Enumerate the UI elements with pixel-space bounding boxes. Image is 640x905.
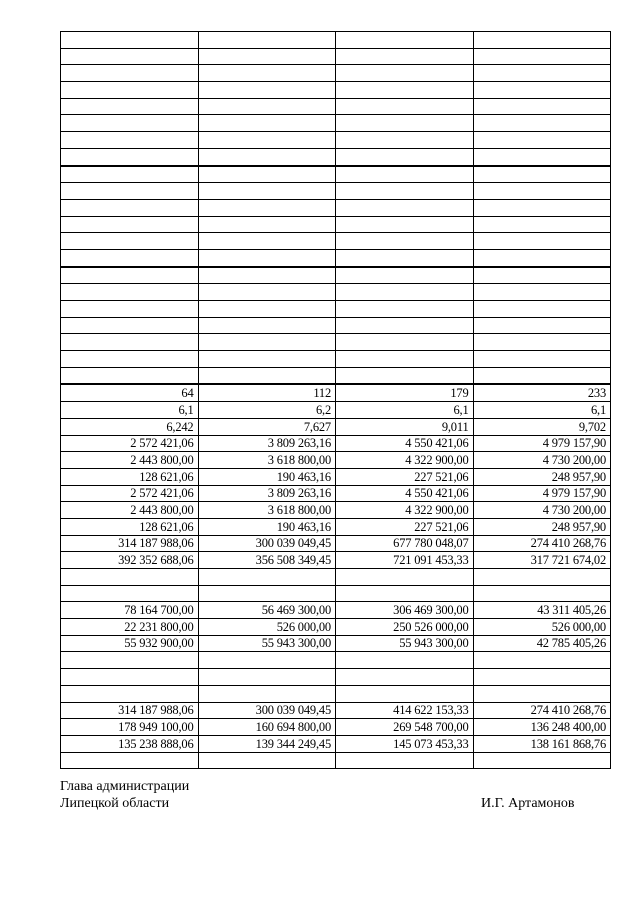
table-cell: 2 443 800,00 — [61, 452, 199, 469]
table-cell — [198, 669, 336, 686]
table-cell — [61, 148, 199, 165]
table-cell — [198, 233, 336, 250]
table-cell — [473, 569, 611, 586]
table-cell — [336, 115, 474, 132]
table-cell — [473, 284, 611, 301]
table-cell — [61, 334, 199, 351]
table-cell — [198, 166, 336, 183]
table-row — [61, 351, 611, 368]
position-line-1: Глава администрации — [60, 779, 190, 794]
table-cell — [61, 233, 199, 250]
table-row — [61, 635, 611, 652]
table-cell — [198, 334, 336, 351]
table-cell — [198, 65, 336, 82]
table-row — [61, 435, 611, 452]
table-cell: 306 469 300,00 — [336, 602, 474, 619]
table-cell — [473, 216, 611, 233]
table-cell — [61, 82, 199, 99]
table-cell — [61, 685, 199, 702]
table-cell: 160 694 800,00 — [198, 719, 336, 736]
table-cell — [473, 98, 611, 115]
table-cell: 248 957,90 — [473, 468, 611, 485]
table-cell — [61, 569, 199, 586]
table-row — [61, 367, 611, 384]
table-cell — [336, 367, 474, 384]
table-cell — [336, 132, 474, 149]
table-cell — [198, 351, 336, 368]
table-cell — [198, 132, 336, 149]
table-cell: 4 979 157,90 — [473, 485, 611, 502]
table-row — [61, 301, 611, 318]
table-cell: 55 932 900,00 — [61, 635, 199, 652]
table-cell — [198, 48, 336, 65]
table-cell — [336, 569, 474, 586]
table-cell — [473, 652, 611, 669]
table-cell: 3 618 800,00 — [198, 452, 336, 469]
table-cell — [61, 115, 199, 132]
table-cell — [61, 317, 199, 334]
table-cell — [61, 249, 199, 266]
table-cell — [336, 48, 474, 65]
table-row — [61, 183, 611, 200]
table-cell — [336, 334, 474, 351]
table-cell — [61, 301, 199, 318]
table-cell — [198, 752, 336, 769]
table-cell — [336, 148, 474, 165]
table-cell: 721 091 453,33 — [336, 552, 474, 569]
table-row — [61, 384, 611, 401]
table-cell — [473, 249, 611, 266]
table-cell — [61, 166, 199, 183]
table-cell — [336, 98, 474, 115]
table-cell: 42 785 405,26 — [473, 635, 611, 652]
table-cell — [61, 199, 199, 216]
table-cell: 9,702 — [473, 418, 611, 435]
table-cell — [336, 685, 474, 702]
table-cell: 2 572 421,06 — [61, 485, 199, 502]
table-cell — [473, 367, 611, 384]
table-cell — [336, 301, 474, 318]
table-cell: 233 — [473, 384, 611, 401]
table-row — [61, 518, 611, 535]
table-cell: 248 957,90 — [473, 518, 611, 535]
table-cell — [61, 669, 199, 686]
table-cell: 43 311 405,26 — [473, 602, 611, 619]
table-cell: 6,242 — [61, 418, 199, 435]
table-cell — [473, 267, 611, 284]
table-row — [61, 98, 611, 115]
table-cell — [473, 301, 611, 318]
table-cell: 2 443 800,00 — [61, 502, 199, 519]
table-cell — [61, 284, 199, 301]
table-cell — [473, 148, 611, 165]
table-cell: 300 039 049,45 — [198, 702, 336, 719]
data-table — [60, 31, 611, 769]
table-cell — [473, 32, 611, 49]
table-cell: 179 — [336, 384, 474, 401]
table-row — [61, 652, 611, 669]
table-cell — [336, 166, 474, 183]
table-cell: 22 231 800,00 — [61, 619, 199, 636]
table-cell — [473, 115, 611, 132]
table-cell: 274 410 268,76 — [473, 702, 611, 719]
table-cell — [336, 267, 474, 284]
table-cell: 55 943 300,00 — [336, 635, 474, 652]
table-cell — [473, 233, 611, 250]
table-cell: 6,2 — [198, 402, 336, 419]
table-cell — [61, 652, 199, 669]
table-cell — [198, 249, 336, 266]
table-cell — [336, 216, 474, 233]
table-row — [61, 48, 611, 65]
table-cell: 314 187 988,06 — [61, 702, 199, 719]
table-cell — [198, 82, 336, 99]
table-cell — [336, 249, 474, 266]
table-cell: 300 039 049,45 — [198, 535, 336, 552]
table-row — [61, 602, 611, 619]
table-cell: 4 550 421,06 — [336, 485, 474, 502]
table-cell: 190 463,16 — [198, 468, 336, 485]
table-cell — [198, 98, 336, 115]
table-cell: 4 730 200,00 — [473, 502, 611, 519]
table-cell — [336, 585, 474, 602]
table-cell: 128 621,06 — [61, 468, 199, 485]
table-row — [61, 166, 611, 183]
table-cell — [198, 183, 336, 200]
table-cell — [336, 652, 474, 669]
table-cell: 4 550 421,06 — [336, 435, 474, 452]
table-cell — [198, 199, 336, 216]
table-row — [61, 418, 611, 435]
table-cell — [336, 317, 474, 334]
signatory-position — [60, 778, 189, 812]
table-cell — [473, 199, 611, 216]
table-row — [61, 132, 611, 149]
table-cell — [61, 48, 199, 65]
table-cell — [198, 148, 336, 165]
table-cell: 3 809 263,16 — [198, 435, 336, 452]
table-cell — [336, 82, 474, 99]
table-cell — [61, 183, 199, 200]
table-cell: 526 000,00 — [198, 619, 336, 636]
table-cell: 269 548 700,00 — [336, 719, 474, 736]
table-cell — [336, 351, 474, 368]
table-cell: 227 521,06 — [336, 468, 474, 485]
table-row — [61, 216, 611, 233]
table-row — [61, 65, 611, 82]
table-cell — [198, 216, 336, 233]
table-row — [61, 735, 611, 752]
table-cell — [198, 115, 336, 132]
table-cell: 227 521,06 — [336, 518, 474, 535]
table-row — [61, 552, 611, 569]
table-cell — [61, 132, 199, 149]
table-cell: 55 943 300,00 — [198, 635, 336, 652]
table-row — [61, 702, 611, 719]
table-cell — [473, 334, 611, 351]
table-cell — [336, 65, 474, 82]
table-cell — [336, 183, 474, 200]
table-cell — [336, 284, 474, 301]
table-cell — [473, 132, 611, 149]
table-cell — [198, 284, 336, 301]
table-row — [61, 502, 611, 519]
table-cell — [61, 752, 199, 769]
table-row — [61, 148, 611, 165]
position-line-2: Липецкой области — [60, 796, 170, 811]
table-cell — [473, 351, 611, 368]
table-cell — [198, 32, 336, 49]
table-row — [61, 284, 611, 301]
table-cell — [61, 98, 199, 115]
table-row — [61, 468, 611, 485]
table-cell — [336, 233, 474, 250]
table-cell — [61, 267, 199, 284]
table-body — [61, 32, 611, 769]
table-cell — [61, 65, 199, 82]
table-cell — [198, 267, 336, 284]
table-cell: 136 248 400,00 — [473, 719, 611, 736]
table-row — [61, 82, 611, 99]
table-cell — [198, 569, 336, 586]
table-row — [61, 452, 611, 469]
table-cell — [473, 166, 611, 183]
table-cell: 64 — [61, 384, 199, 401]
table-cell — [336, 669, 474, 686]
table-cell — [473, 752, 611, 769]
table-row — [61, 535, 611, 552]
table-cell — [336, 32, 474, 49]
table-cell: 2 572 421,06 — [61, 435, 199, 452]
table-row — [61, 569, 611, 586]
table-cell — [473, 585, 611, 602]
table-row — [61, 752, 611, 769]
table-cell: 135 238 888,06 — [61, 735, 199, 752]
table-cell — [61, 351, 199, 368]
table-cell — [473, 82, 611, 99]
table-row — [61, 619, 611, 636]
table-cell: 56 469 300,00 — [198, 602, 336, 619]
table-cell — [336, 199, 474, 216]
table-cell: 392 352 688,06 — [61, 552, 199, 569]
table-cell: 4 730 200,00 — [473, 452, 611, 469]
table-row — [61, 115, 611, 132]
table-cell: 112 — [198, 384, 336, 401]
table-cell: 6,1 — [336, 402, 474, 419]
table-cell: 190 463,16 — [198, 518, 336, 535]
table-cell: 314 187 988,06 — [61, 535, 199, 552]
table-cell — [198, 301, 336, 318]
table-row — [61, 685, 611, 702]
table-row — [61, 267, 611, 284]
table-cell: 274 410 268,76 — [473, 535, 611, 552]
table-cell — [198, 317, 336, 334]
table-row — [61, 32, 611, 49]
table-cell — [473, 317, 611, 334]
table-cell: 145 073 453,33 — [336, 735, 474, 752]
table-row — [61, 402, 611, 419]
table-cell — [198, 585, 336, 602]
table-cell: 4 322 900,00 — [336, 502, 474, 519]
table-cell: 317 721 674,02 — [473, 552, 611, 569]
table-cell: 4 979 157,90 — [473, 435, 611, 452]
table-cell — [336, 752, 474, 769]
table-row — [61, 485, 611, 502]
table-cell: 6,1 — [473, 402, 611, 419]
table-cell: 128 621,06 — [61, 518, 199, 535]
table-cell — [61, 32, 199, 49]
table-row — [61, 199, 611, 216]
table-cell: 138 161 868,76 — [473, 735, 611, 752]
table-cell: 7,627 — [198, 418, 336, 435]
table-cell: 6,1 — [61, 402, 199, 419]
table-row — [61, 719, 611, 736]
table-row — [61, 233, 611, 250]
table-cell: 139 344 249,45 — [198, 735, 336, 752]
table-cell: 250 526 000,00 — [336, 619, 474, 636]
table-cell: 178 949 100,00 — [61, 719, 199, 736]
table-row — [61, 317, 611, 334]
table-cell: 3 618 800,00 — [198, 502, 336, 519]
table-cell — [473, 669, 611, 686]
table-cell: 677 780 048,07 — [336, 535, 474, 552]
table-cell: 414 622 153,33 — [336, 702, 474, 719]
table-cell — [198, 685, 336, 702]
signatory-name: И.Г. Артамонов — [481, 796, 575, 811]
table-cell — [61, 216, 199, 233]
table-cell — [473, 183, 611, 200]
table-cell: 356 508 349,45 — [198, 552, 336, 569]
table-row — [61, 249, 611, 266]
table-row — [61, 585, 611, 602]
table-cell — [473, 48, 611, 65]
table-cell: 9,011 — [336, 418, 474, 435]
table-cell — [61, 367, 199, 384]
table-cell — [198, 652, 336, 669]
table-cell: 4 322 900,00 — [336, 452, 474, 469]
table-cell — [198, 367, 336, 384]
table-cell: 3 809 263,16 — [198, 485, 336, 502]
table-row — [61, 334, 611, 351]
table-cell — [473, 685, 611, 702]
table-cell: 526 000,00 — [473, 619, 611, 636]
table-cell — [473, 65, 611, 82]
table-cell — [61, 585, 199, 602]
table-row — [61, 669, 611, 686]
table-cell: 78 164 700,00 — [61, 602, 199, 619]
